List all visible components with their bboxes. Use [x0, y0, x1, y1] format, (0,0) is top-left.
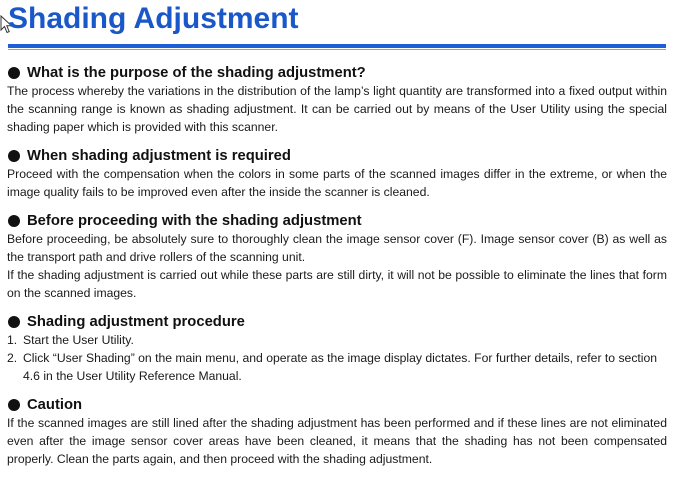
section-paragraph: The process whereby the variations in the distribution of the lamp’s light quantity are transformed into a fixed output within the scanning range is known as shading adjustment. It can be carried out by means of the User Utility using the special shading paper which is provided with this scanner. [7, 84, 667, 134]
section-paragraph: Proceed with the compensation when the colors in some parts of the scanned images differ in the extreme, or when the image quality fails to be improved even after the inside the scanner is cleaned. [7, 167, 667, 199]
procedure-steps [7, 331, 667, 385]
section-procedure [7, 313, 667, 385]
document-body [7, 64, 667, 479]
bullet-icon [8, 67, 20, 79]
page-title: Shading Adjustment [8, 2, 299, 35]
section-heading [7, 313, 667, 331]
bullet-icon [8, 316, 20, 328]
step-number: 2. [7, 351, 18, 365]
step-text: Click “User Shading” on the main menu, and operate as the image display dictates. For further details, refer to section 4.6 in the User Utility Reference Manual. [23, 351, 658, 383]
section-heading [7, 212, 667, 230]
section-heading-text: Caution [27, 397, 83, 413]
section-purpose [7, 64, 667, 136]
title-underline [8, 44, 666, 48]
section-before-proceeding [7, 212, 667, 302]
step-text: Start the User Utility. [23, 333, 134, 347]
section-heading-text: Shading adjustment procedure [27, 314, 245, 330]
section-caution [7, 396, 667, 468]
bullet-icon [8, 399, 20, 411]
procedure-step [7, 331, 667, 349]
section-paragraph: Before proceeding, be absolutely sure to thoroughly clean the image sensor cover (F). Image sensor cover (B) as well as the transport path and drive rollers of the scanning unit. [7, 232, 667, 264]
bullet-icon [8, 150, 20, 162]
section-paragraph: If the shading adjustment is carried out while these parts are still dirty, it will not be possible to eliminate the lines that form on the scanned images. [7, 268, 667, 300]
procedure-step [7, 349, 667, 385]
section-heading-text: Before proceeding with the shading adjustment [27, 213, 362, 229]
section-heading [7, 147, 667, 165]
step-number: 1. [7, 333, 18, 347]
section-paragraph: If the scanned images are still lined after the shading adjustment has been performed and if these lines are not eliminated even after the image sensor cover areas have been cleaned, it means that the shading has not been compensated properly. Clean the parts again, and then proceed with the shading adjustment. [7, 416, 667, 466]
bullet-icon [8, 215, 20, 227]
section-heading-text: When shading adjustment is required [27, 148, 291, 164]
section-heading-text: What is the purpose of the shading adjustment? [27, 65, 366, 81]
section-heading [7, 64, 667, 82]
section-when-required [7, 147, 667, 201]
title-underline-thin [8, 49, 666, 50]
section-heading [7, 396, 667, 414]
